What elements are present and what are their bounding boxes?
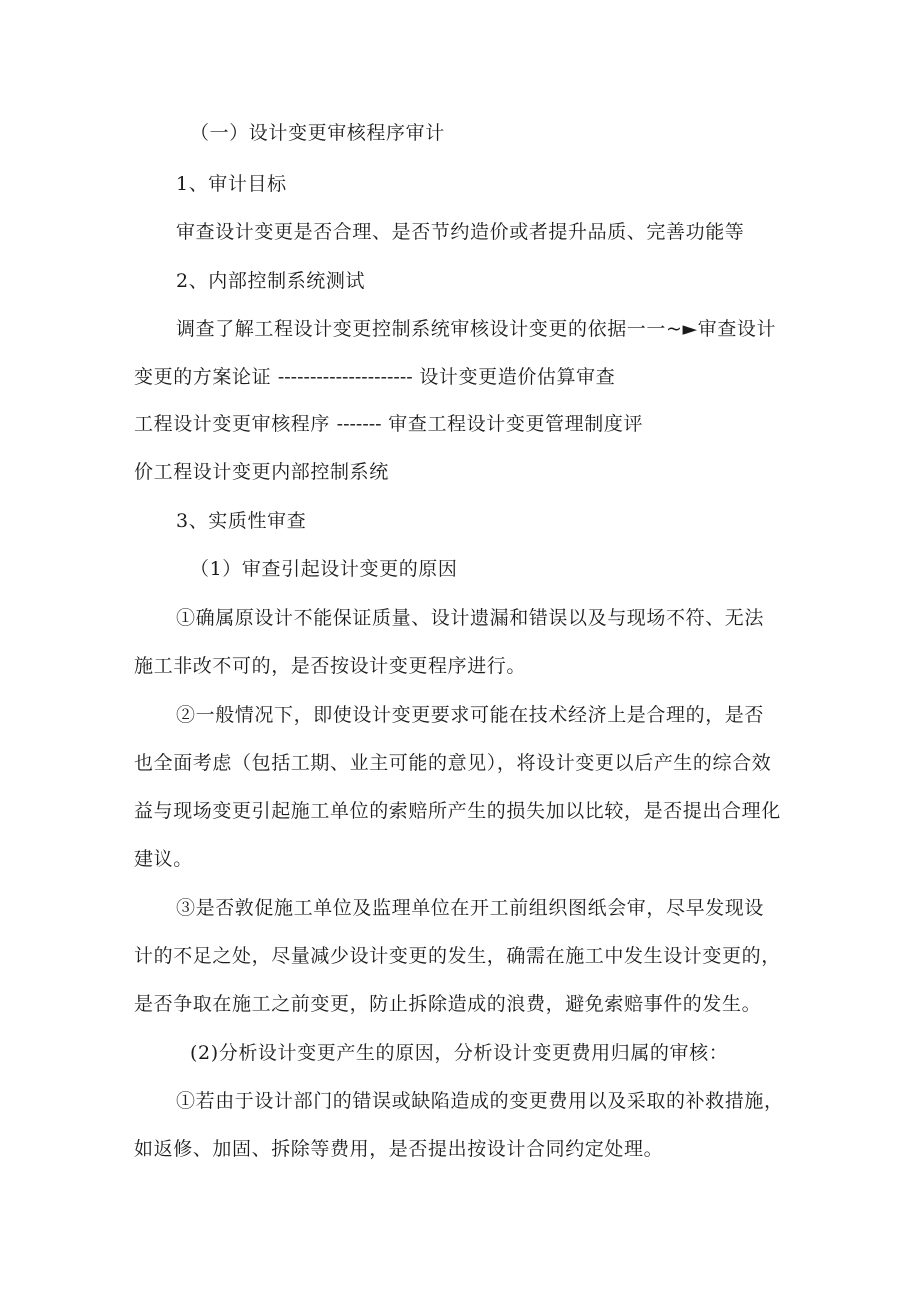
paragraph-objective: 审查设计变更是否合理、是否节约造价或者提升品质、完善功能等	[176, 221, 745, 243]
item3-line-2: 计的不足之处，尽量减少设计变更的发生，确需在施工中发生设计变更的，	[134, 945, 781, 967]
flow-line-1: 调查了解工程设计变更控制系统审核设计变更的依据一一~►审查设计	[176, 318, 777, 340]
item4-line-2: 如返修、加固、拆除等费用，是否提出按设计合同约定处理。	[134, 1138, 664, 1160]
subheading-cost-attribution: (2)分析设计变更产生的原因，分析设计变更费用归属的审核：	[190, 1042, 729, 1064]
flow-line-2-dashes: ---------------------	[277, 366, 413, 388]
flow-line-4: 价工程设计变更内部控制系统	[134, 461, 389, 483]
item2-line-1: ②一般情况下，即使设计变更要求可能在技术经济上是合理的，是否	[176, 704, 765, 726]
subheading-causes: （1）审查引起设计变更的原因	[190, 558, 458, 580]
item2-line-3: 益与现场变更引起施工单位的索赔所产生的损失加以比较，是否提出合理化	[134, 800, 781, 822]
heading-internal-control-test: 2、内部控制系统测试	[176, 270, 366, 292]
heading-audit-objective: 1、审计目标	[176, 173, 287, 195]
flow-line-3	[134, 412, 643, 436]
item3-line-1: ③是否敦促施工单位及监理单位在开工前组织图纸会审，尽早发现设	[176, 897, 765, 919]
item4-line-1: ①若由于设计部门的错误或缺陷造成的变更费用以及采取的补救措施，	[176, 1090, 784, 1112]
flow-line-3-start: 工程设计变更审核程序	[134, 413, 331, 435]
item1-line-1: ①确属原设计不能保证质量、设计遗漏和错误以及与现场不符、无法	[176, 607, 765, 629]
item1-line-2: 施工非改不可的，是否按设计变更程序进行。	[134, 655, 527, 677]
flow-line-2	[134, 365, 615, 389]
section-title: （一）设计变更审核程序审计	[190, 122, 445, 144]
item2-line-4: 建议。	[134, 848, 193, 870]
flow-line-3-end: 审查工程设计变更管理制度评	[388, 413, 644, 435]
flow-line-2-start: 变更的方案论证	[134, 366, 272, 388]
item2-line-2: 也全面考虑（包括工期、业主可能的意见），将设计变更以后产生的综合效	[134, 752, 772, 774]
flow-line-3-dashes: -------	[336, 413, 382, 435]
flow-line-2-end: 设计变更造价估算审查	[419, 366, 616, 388]
item3-line-3: 是否争取在施工之前变更，防止拆除造成的浪费，避免索赔事件的发生。	[134, 993, 762, 1015]
heading-substantive-review: 3、实质性审查	[176, 510, 307, 532]
